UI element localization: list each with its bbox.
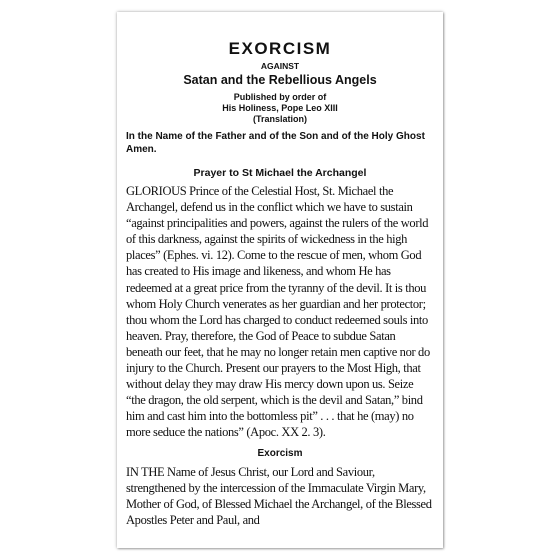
exorcism-body: IN THE Name of Jesus Christ, our Lord and Saviour, strengthened by the intercession of the Immaculate Virgin Mary, Mother of God, of Blessed Michael the Archangel, of the Blessed Apostles Peter and Paul, and	[126, 464, 432, 527]
published-line-1: Published by order of	[233, 92, 327, 102]
card-subtitle: Satan and the Rebellious Angels	[183, 73, 377, 87]
published-line-2: His Holiness, Pope Leo XIII	[222, 103, 338, 113]
published-line-3: (Translation)	[252, 114, 307, 124]
publication-note	[126, 92, 434, 125]
prayer-body: GLORIOUS Prince of the Celestial Host, St. Michael the Archangel, defend us in the conflict which we have to sustain “against principalities and powers, against the rulers of the world of this darkness, against the spirits of wickedness in the high places” (Ephes. vi. 12). Come to the rescue of men, whom God has created to His image and likeness, and whom He has redeemed at a great price from the tyranny of the devil. It is thou whom Holy Church venerates as her guardian and her protector; thou whom the Lord has charged to conduct redeemed souls into heaven. Pray, therefore, the God of Peace to subdue Satan beneath our feet, that he may no longer retain men captive nor do injury to the Church. Present our prayers to the Most High, that without delay they may draw His mercy down upon us. Seize “the dragon, the old serpent, which is the devil and Satan,” bind him and cast him into the bottomless pit” . . . that he (may) no more seduce the nations” (Apoc. XX 2. 3).	[126, 184, 430, 440]
card-title: EXORCISM	[228, 39, 332, 58]
exorcism-heading: Exorcism	[257, 447, 303, 459]
invocation: In the Name of the Father and of the Son and of the Holy Ghost Amen.	[126, 131, 425, 155]
prayer-card	[117, 12, 443, 548]
prayer-heading: Prayer to St Michael the Archangel	[193, 167, 367, 179]
against-label: AGAINST	[260, 61, 300, 71]
